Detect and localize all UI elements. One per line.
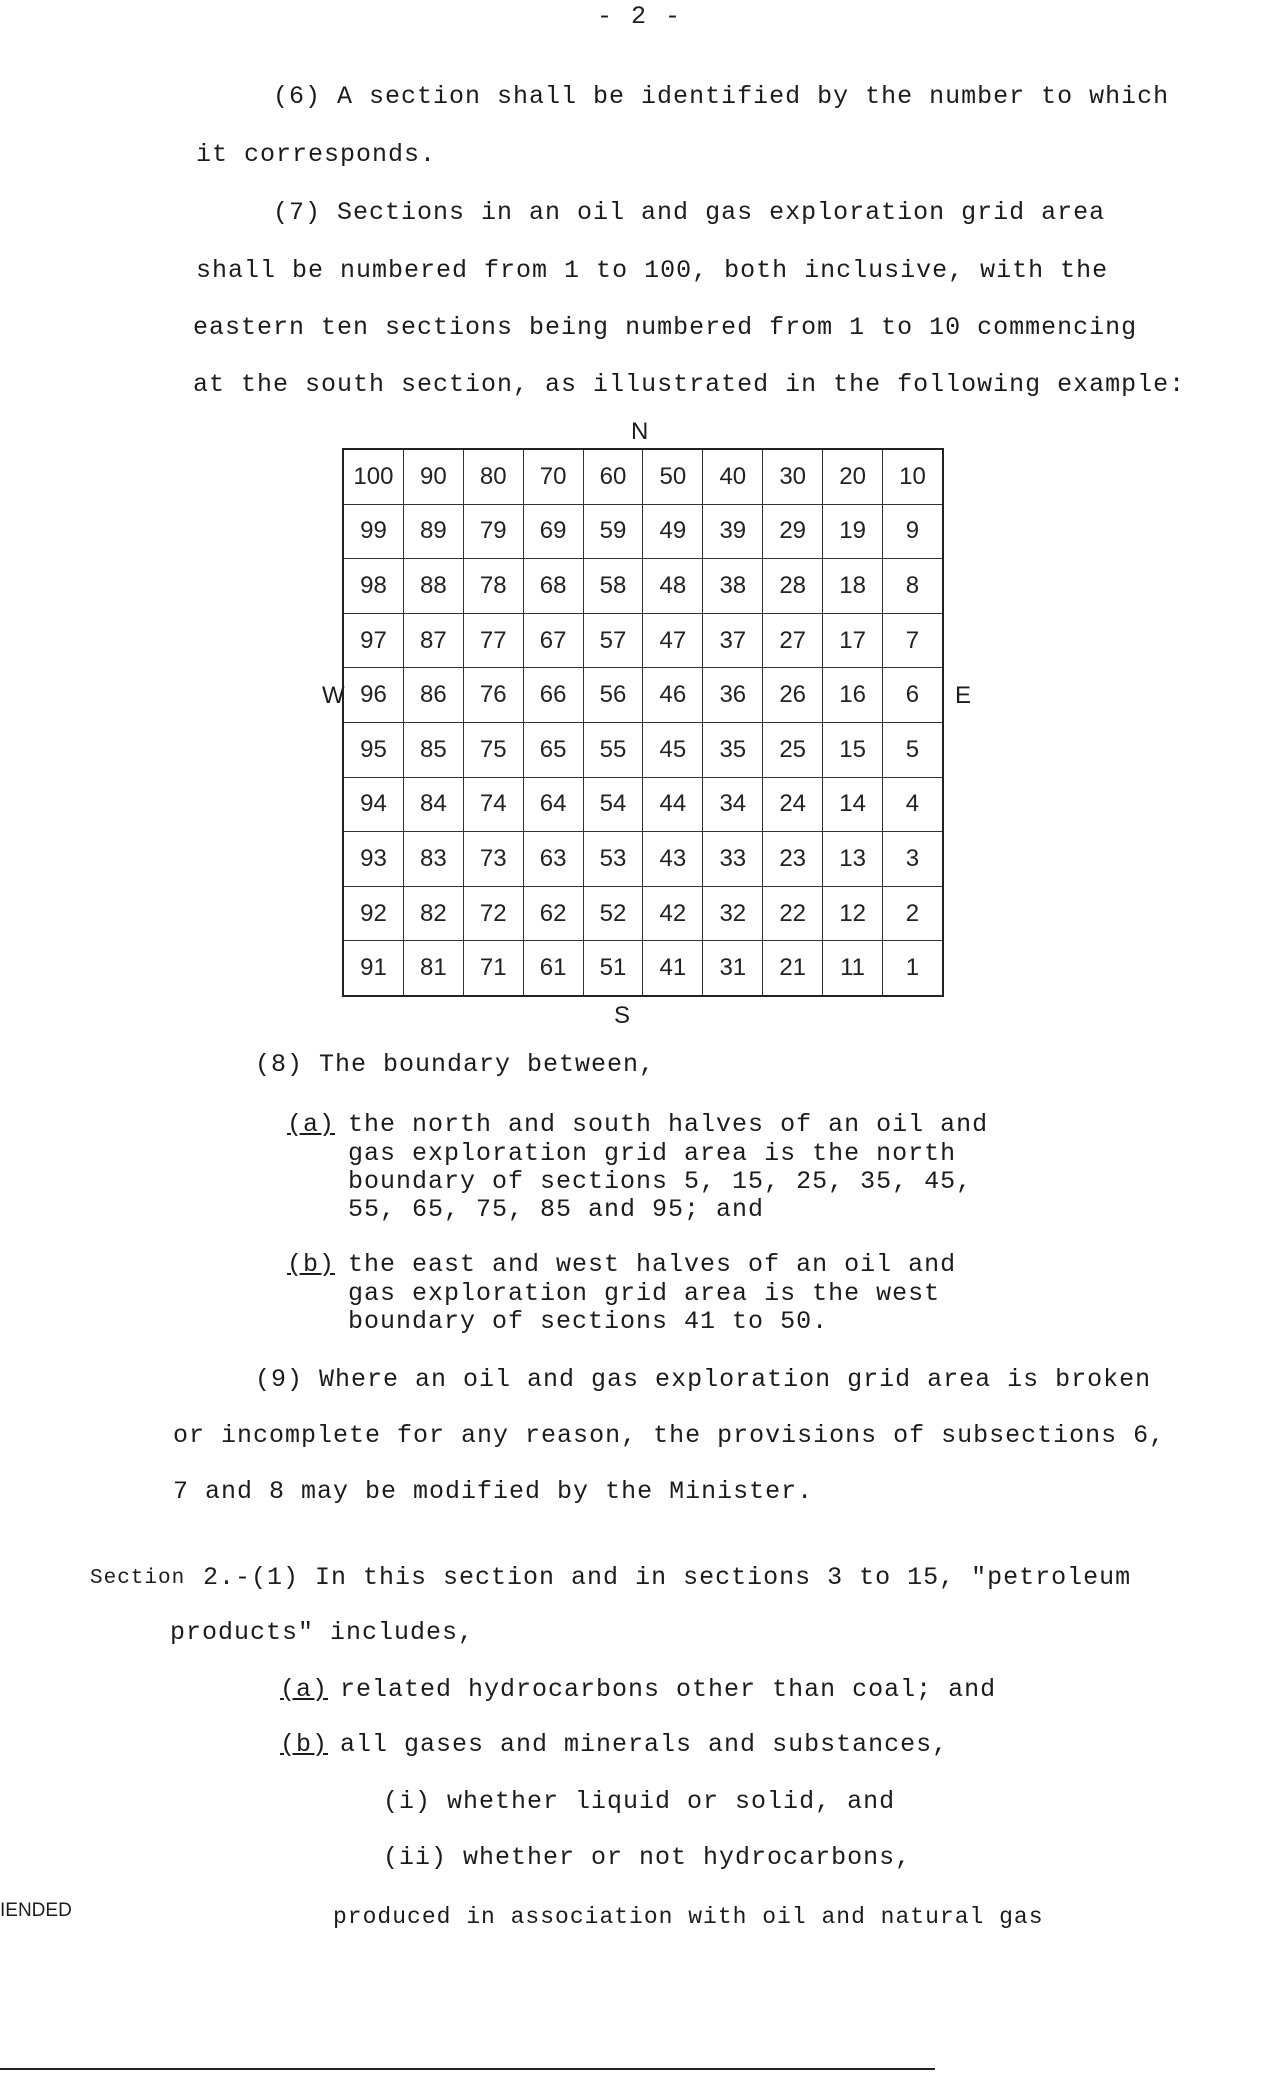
grid-cell: 54 xyxy=(583,777,643,832)
para8-a-label: (a) xyxy=(287,1110,336,1139)
grid-cell: 79 xyxy=(463,504,523,559)
grid-cell: 8 xyxy=(883,559,943,614)
section-margin-label: Section xyxy=(90,1567,186,1590)
para6-line1: (6) A section shall be identified by the number to which xyxy=(273,82,1170,111)
grid-cell: 31 xyxy=(703,941,763,996)
grid-cell: 83 xyxy=(403,832,463,887)
grid-cell: 49 xyxy=(643,504,703,559)
grid-cell: 33 xyxy=(703,832,763,887)
grid-cell: 92 xyxy=(343,886,403,941)
grid-cell: 87 xyxy=(403,613,463,668)
grid-row xyxy=(343,559,943,614)
grid-cell: 38 xyxy=(703,559,763,614)
grid-cell: 25 xyxy=(763,722,823,777)
section-grid xyxy=(342,448,944,997)
grid-cell: 47 xyxy=(643,613,703,668)
grid-cell: 15 xyxy=(823,722,883,777)
grid-cell: 14 xyxy=(823,777,883,832)
grid-cell: 77 xyxy=(463,613,523,668)
grid-cell: 45 xyxy=(643,722,703,777)
grid-cell: 36 xyxy=(703,668,763,723)
grid-cell: 52 xyxy=(583,886,643,941)
grid-row xyxy=(343,504,943,559)
para8-a-line2: gas exploration grid area is the north xyxy=(348,1139,957,1168)
section2-line1: 2.-(1) In this section and in sections 3 to 15, "petroleum xyxy=(203,1563,1132,1592)
grid-cell: 62 xyxy=(523,886,583,941)
grid-cell: 100 xyxy=(343,449,403,504)
grid-cell: 94 xyxy=(343,777,403,832)
grid-cell: 97 xyxy=(343,613,403,668)
page-number: - 2 - xyxy=(597,2,683,31)
grid-cell: 24 xyxy=(763,777,823,832)
compass-east: E xyxy=(955,682,972,709)
grid-cell: 72 xyxy=(463,886,523,941)
grid-cell: 96 xyxy=(343,668,403,723)
grid-cell: 75 xyxy=(463,722,523,777)
grid-cell: 11 xyxy=(823,941,883,996)
para9-line2: or incomplete for any reason, the provisions of subsections 6, xyxy=(173,1421,1166,1450)
para9-line1: (9) Where an oil and gas exploration grid area is broken xyxy=(255,1365,1152,1394)
grid-cell: 48 xyxy=(643,559,703,614)
grid-cell: 34 xyxy=(703,777,763,832)
grid-cell: 30 xyxy=(763,449,823,504)
compass-north: N xyxy=(631,418,649,445)
grid-cell: 13 xyxy=(823,832,883,887)
grid-cell: 78 xyxy=(463,559,523,614)
grid-cell: 29 xyxy=(763,504,823,559)
grid-cell: 70 xyxy=(523,449,583,504)
grid-row xyxy=(343,668,943,723)
para7-line3: eastern ten sections being numbered from 1 to 10 commencing xyxy=(193,313,1138,342)
margin-note: IENDED xyxy=(0,1900,72,1921)
grid-cell: 44 xyxy=(643,777,703,832)
grid-cell: 81 xyxy=(403,941,463,996)
grid-cell: 28 xyxy=(763,559,823,614)
grid-cell: 19 xyxy=(823,504,883,559)
grid-cell: 86 xyxy=(403,668,463,723)
grid-cell: 55 xyxy=(583,722,643,777)
grid-cell: 37 xyxy=(703,613,763,668)
grid-cell: 57 xyxy=(583,613,643,668)
section2-last-line: produced in association with oil and natural gas xyxy=(333,1904,1044,1930)
grid-row xyxy=(343,941,943,996)
grid-cell: 73 xyxy=(463,832,523,887)
grid-cell: 32 xyxy=(703,886,763,941)
grid-cell: 3 xyxy=(883,832,943,887)
grid-cell: 40 xyxy=(703,449,763,504)
para7-line2: shall be numbered from 1 to 100, both inclusive, with the xyxy=(196,256,1109,285)
grid-cell: 64 xyxy=(523,777,583,832)
grid-cell: 16 xyxy=(823,668,883,723)
section-grid-table xyxy=(342,448,944,997)
grid-cell: 88 xyxy=(403,559,463,614)
grid-cell: 26 xyxy=(763,668,823,723)
grid-cell: 9 xyxy=(883,504,943,559)
para8-b-line1: the east and west halves of an oil and xyxy=(348,1250,957,1279)
para8-a-line3: boundary of sections 5, 15, 25, 35, 45, xyxy=(348,1167,973,1196)
section2-a-label: (a) xyxy=(280,1675,329,1704)
para8-b-label: (b) xyxy=(287,1250,336,1279)
grid-cell: 22 xyxy=(763,886,823,941)
compass-south: S xyxy=(614,1002,631,1029)
grid-cell: 58 xyxy=(583,559,643,614)
grid-cell: 63 xyxy=(523,832,583,887)
para8-intro: (8) The boundary between, xyxy=(255,1050,656,1079)
grid-cell: 68 xyxy=(523,559,583,614)
para8-b-line2: gas exploration grid area is the west xyxy=(348,1279,941,1308)
grid-cell: 90 xyxy=(403,449,463,504)
grid-cell: 56 xyxy=(583,668,643,723)
grid-row xyxy=(343,886,943,941)
grid-row xyxy=(343,832,943,887)
grid-cell: 41 xyxy=(643,941,703,996)
grid-cell: 20 xyxy=(823,449,883,504)
grid-row xyxy=(343,777,943,832)
grid-cell: 91 xyxy=(343,941,403,996)
para7-line4: at the south section, as illustrated in the following example: xyxy=(193,370,1186,399)
section2-i: (i) whether liquid or solid, and xyxy=(383,1787,896,1816)
grid-cell: 21 xyxy=(763,941,823,996)
compass-west: W xyxy=(322,682,345,709)
grid-cell: 89 xyxy=(403,504,463,559)
grid-row xyxy=(343,613,943,668)
grid-cell: 66 xyxy=(523,668,583,723)
grid-cell: 95 xyxy=(343,722,403,777)
grid-cell: 1 xyxy=(883,941,943,996)
grid-cell: 4 xyxy=(883,777,943,832)
grid-cell: 74 xyxy=(463,777,523,832)
grid-cell: 39 xyxy=(703,504,763,559)
grid-cell: 61 xyxy=(523,941,583,996)
grid-cell: 51 xyxy=(583,941,643,996)
section2-b-label: (b) xyxy=(280,1730,329,1759)
grid-cell: 67 xyxy=(523,613,583,668)
page-bottom-rule xyxy=(0,2068,935,2070)
section2-line2: products" includes, xyxy=(170,1618,475,1647)
grid-cell: 65 xyxy=(523,722,583,777)
grid-cell: 27 xyxy=(763,613,823,668)
grid-cell: 42 xyxy=(643,886,703,941)
grid-cell: 50 xyxy=(643,449,703,504)
grid-cell: 85 xyxy=(403,722,463,777)
grid-cell: 69 xyxy=(523,504,583,559)
grid-cell: 93 xyxy=(343,832,403,887)
grid-cell: 46 xyxy=(643,668,703,723)
section2-b-text: all gases and minerals and substances, xyxy=(340,1730,949,1759)
grid-cell: 71 xyxy=(463,941,523,996)
grid-cell: 43 xyxy=(643,832,703,887)
para7-line1: (7) Sections in an oil and gas exploration grid area xyxy=(273,198,1106,227)
grid-cell: 18 xyxy=(823,559,883,614)
section2-ii: (ii) whether or not hydrocarbons, xyxy=(383,1843,912,1872)
grid-cell: 60 xyxy=(583,449,643,504)
grid-cell: 82 xyxy=(403,886,463,941)
para6-line2: it corresponds. xyxy=(196,140,437,169)
grid-cell: 23 xyxy=(763,832,823,887)
grid-row xyxy=(343,722,943,777)
grid-cell: 2 xyxy=(883,886,943,941)
grid-cell: 84 xyxy=(403,777,463,832)
grid-cell: 10 xyxy=(883,449,943,504)
para8-b-line3: boundary of sections 41 to 50. xyxy=(348,1307,829,1336)
grid-cell: 35 xyxy=(703,722,763,777)
grid-cell: 17 xyxy=(823,613,883,668)
para9-line3: 7 and 8 may be modified by the Minister. xyxy=(173,1477,814,1506)
grid-cell: 6 xyxy=(883,668,943,723)
grid-cell: 76 xyxy=(463,668,523,723)
grid-cell: 5 xyxy=(883,722,943,777)
grid-cell: 98 xyxy=(343,559,403,614)
grid-cell: 7 xyxy=(883,613,943,668)
grid-cell: 80 xyxy=(463,449,523,504)
grid-cell: 59 xyxy=(583,504,643,559)
grid-cell: 12 xyxy=(823,886,883,941)
grid-cell: 99 xyxy=(343,504,403,559)
grid-row xyxy=(343,449,943,504)
grid-cell: 53 xyxy=(583,832,643,887)
para8-a-line4: 55, 65, 75, 85 and 95; and xyxy=(348,1195,765,1224)
para8-a-line1: the north and south halves of an oil and xyxy=(348,1110,989,1139)
section2-a-text: related hydrocarbons other than coal; and xyxy=(340,1675,997,1704)
